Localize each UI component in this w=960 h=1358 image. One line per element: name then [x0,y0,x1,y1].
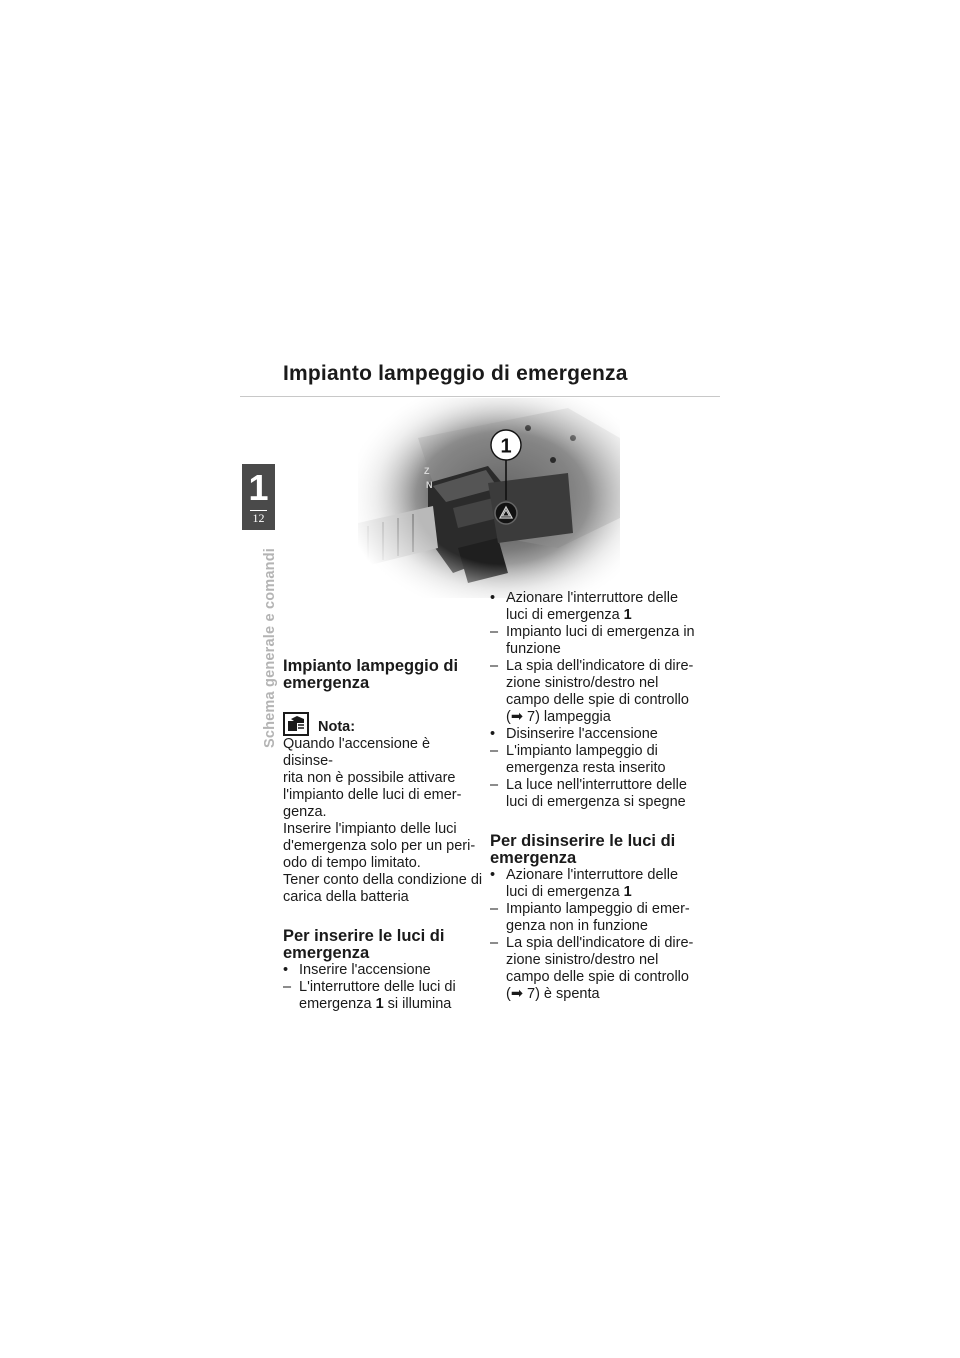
dash-marker: – [283,979,292,995]
dash-marker: – [490,743,499,759]
dash-marker: – [490,658,499,674]
bullet-marker: • [490,590,496,606]
list-item-text: Azionare l'interruttore delle [506,867,679,883]
list-item [490,624,700,658]
list-item-text: luci di emergenza 1 [506,607,632,623]
list-item-text: emergenza resta inserito [506,760,666,776]
list-item-text: zione sinistro/destro nel [506,952,659,968]
list-item [490,777,700,811]
note-line: Quando l'accensione è disinse- [283,736,431,769]
note-line: l'impianto delle luci di emer- [283,787,462,803]
list-item-text: (➡ 7) è spenta [506,986,600,1002]
bullet-marker: • [490,867,496,883]
list-item-text: campo delle spie di controllo [506,692,689,708]
list-item-text: luci di emergenza si spegne [506,794,686,810]
list-item [283,962,483,979]
dash-marker: – [490,624,499,640]
note-line: carica della batteria [283,889,409,905]
list-item-text: Impianto lampeggio di emer- [506,901,690,917]
dash-marker: – [490,935,499,951]
section-heading-enable: Per inserire le luci di emergenza [283,927,445,962]
list-item-text: La spia dell'indicatore di dire- [506,658,694,674]
list-item [490,590,700,624]
list-item [490,935,700,1003]
list-item-text: Azionare l'interruttore delle [506,590,679,606]
list-item [283,979,483,1013]
dash-marker: – [490,777,499,793]
note-label: Nota: [318,719,356,735]
note-line: d'emergenza solo per un peri- [283,838,476,854]
list-item-text: luci di emergenza 1 [506,884,632,900]
reference-number: 1 [623,884,632,900]
list-item-text: funzione [506,641,561,657]
page-number: 12 [252,511,265,525]
note-line: odo di tempo limitato. [283,855,421,871]
section-heading-disable: Per disinserire le luci di emergenza [490,832,676,867]
hazard-switch-photo [358,398,620,598]
note-line: genza. [283,804,327,820]
list-item [490,658,700,726]
right-column [490,590,700,1003]
note-line: rita non è possibile attivare [283,770,456,786]
bullet-marker: • [490,726,496,742]
list-item-text: Disinserire l'accensione [506,726,658,742]
list-item-text: genza non in funzione [506,918,648,934]
title-divider [240,396,720,397]
list-item [490,726,700,743]
reference-number: 1 [623,607,632,623]
list-item-text: Inserire l'accensione [299,962,431,978]
list-item-text: (➡ 7) lampeggia [506,709,611,725]
list-item [490,901,700,935]
list-item [490,743,700,777]
note-header [283,706,483,736]
note-icon [283,712,309,736]
list-item-text: campo delle spie di controllo [506,969,689,985]
side-section-label: Schema generale e comandi [262,548,278,749]
callout-number: 1 [500,435,512,458]
list-item-text: emergenza 1 si illumina [299,996,452,1012]
reference-number: 1 [375,996,384,1012]
note-text [283,736,483,906]
list-item-text: zione sinistro/destro nel [506,675,659,691]
chapter-number: 1 [248,467,269,508]
list-item-text: Impianto luci di emergenza in [506,624,695,640]
bullet-marker: • [283,962,289,978]
page-title: Impianto lampeggio di emergenza [283,362,628,385]
chapter-tab [242,464,275,530]
dash-marker: – [490,901,499,917]
note-line: Inserire l'impianto delle luci [283,821,457,837]
list-item-text: L'interruttore delle luci di [299,979,456,995]
section-heading-hazard: Impianto lampeggio di emergenza [283,657,459,692]
list-item [490,867,700,901]
list-item-text: La spia dell'indicatore di dire- [506,935,694,951]
left-column [283,658,483,1013]
note-line: Tener conto della condizione di [283,872,483,888]
list-item-text: La luce nell'interruttore delle [506,777,687,793]
list-item-text: L'impianto lampeggio di [506,743,658,759]
